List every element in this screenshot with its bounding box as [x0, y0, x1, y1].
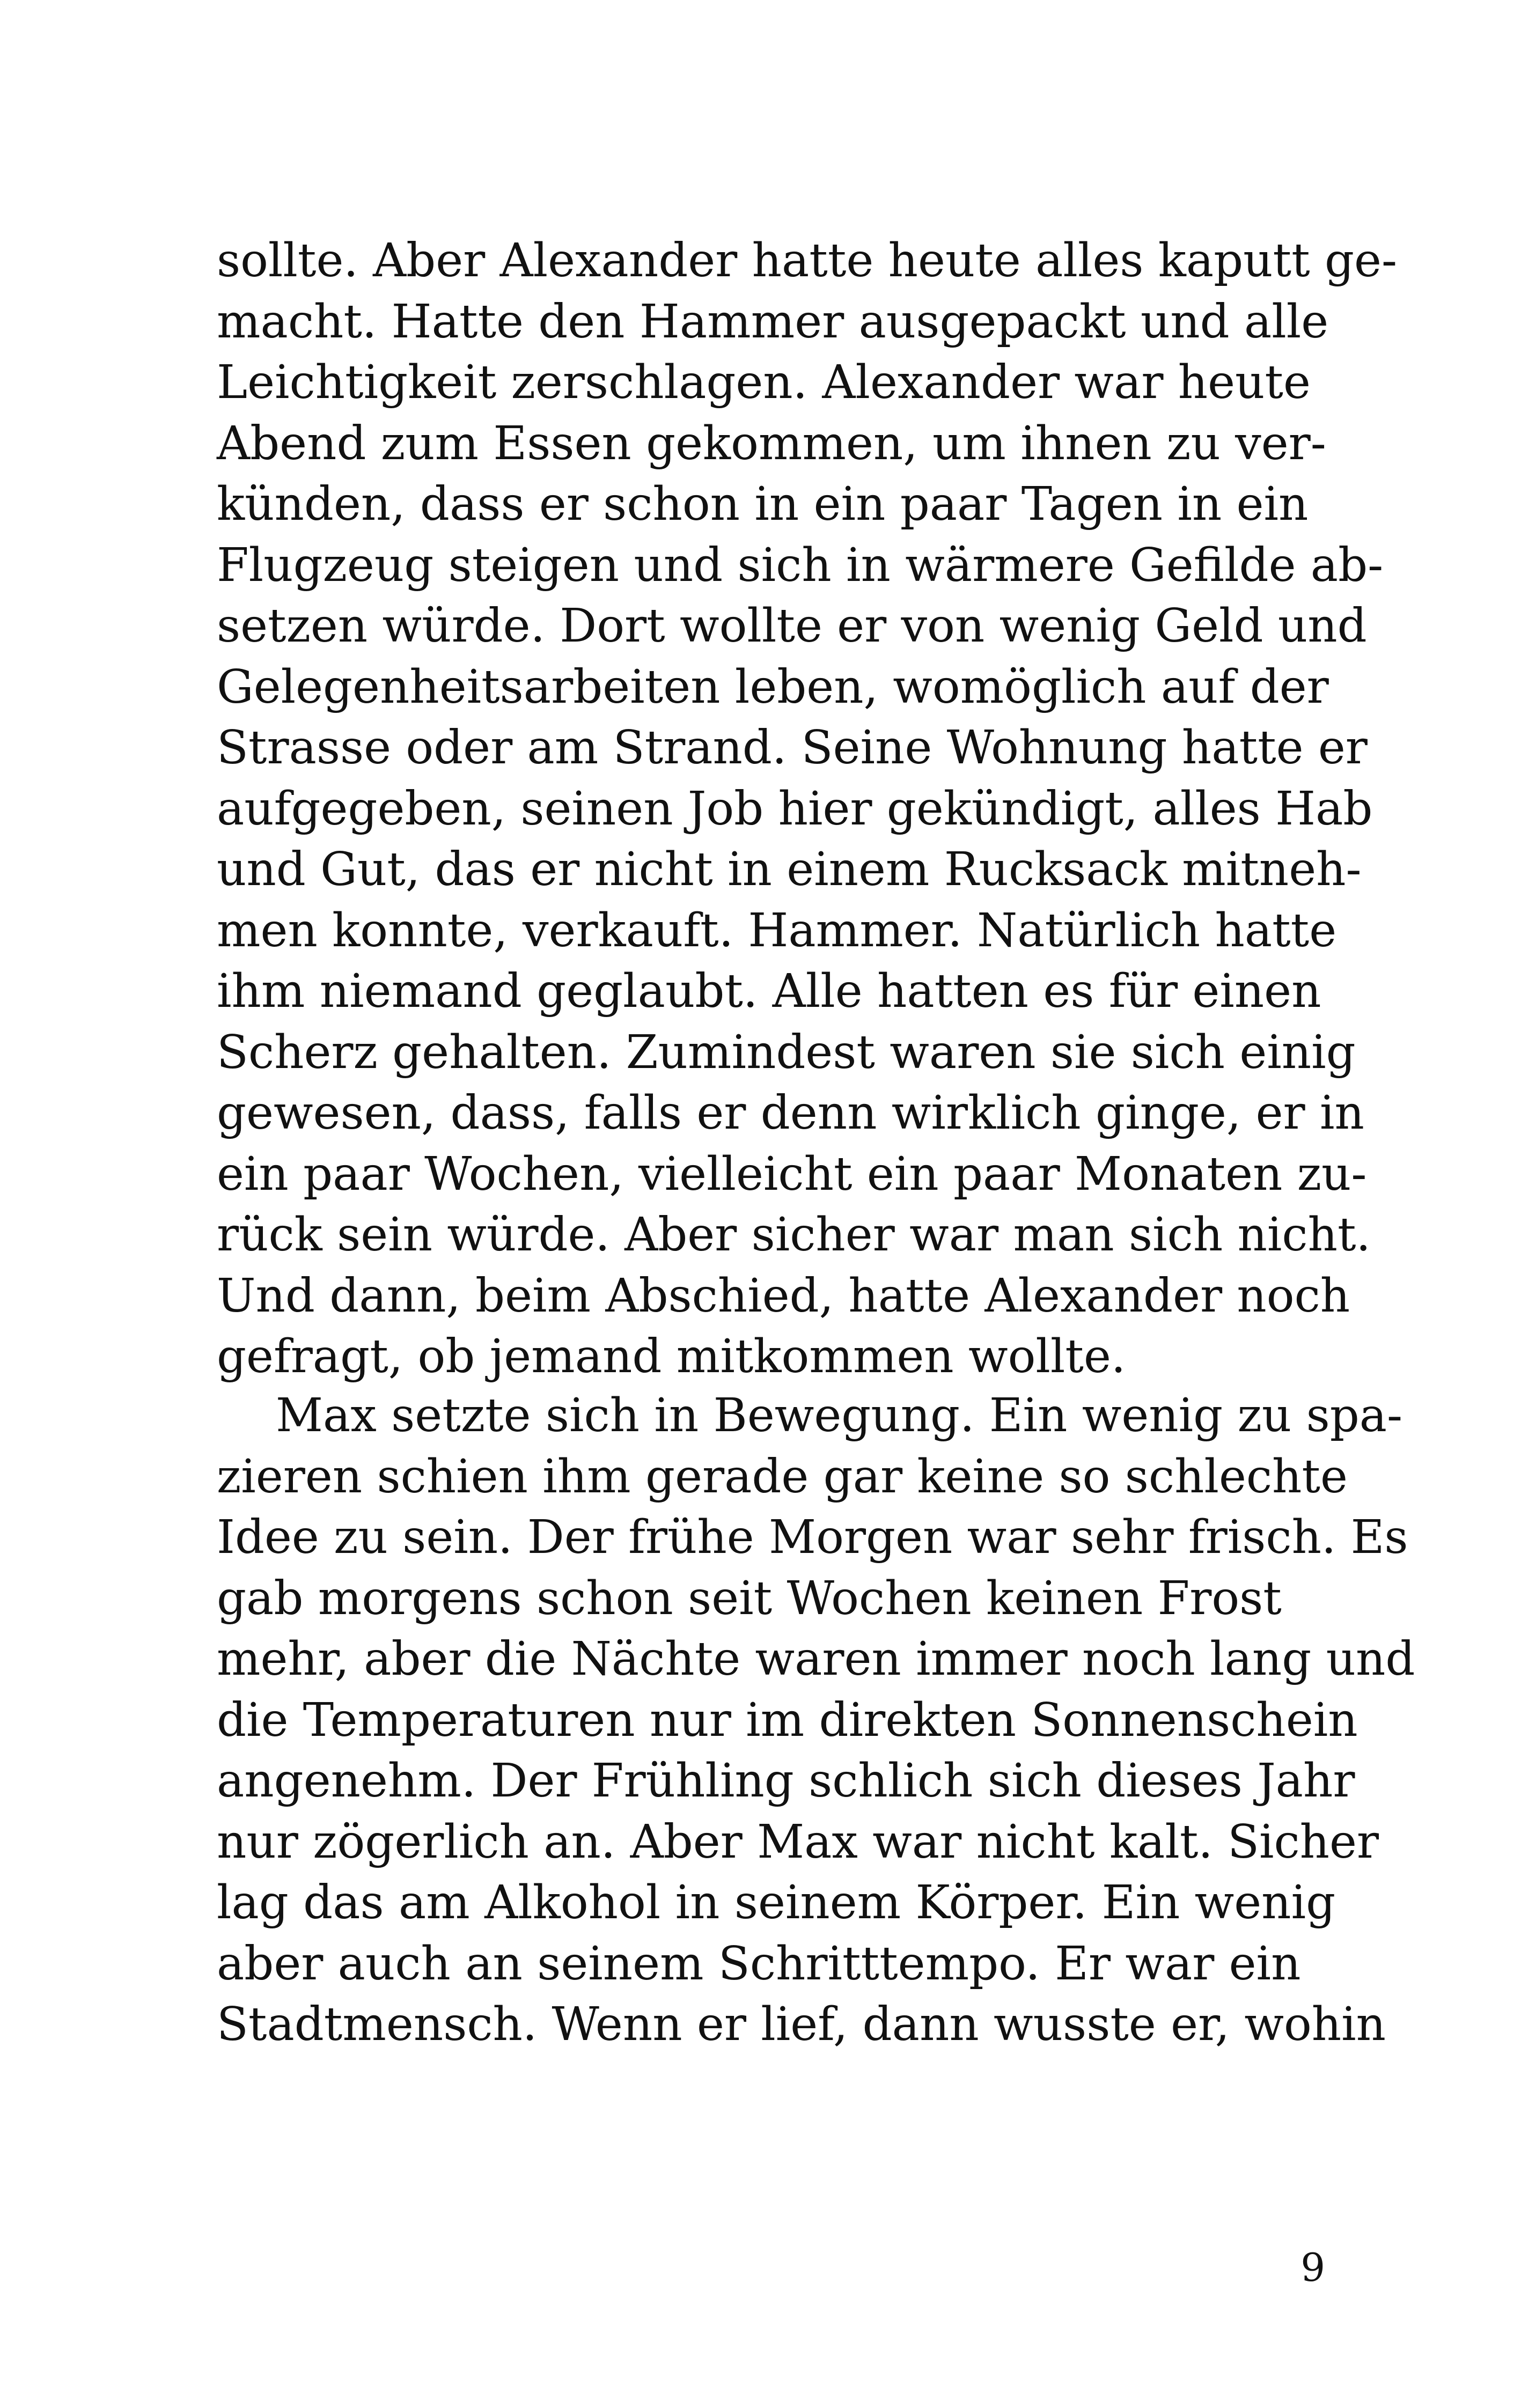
text-line: Abend zum Essen gekommen, um ihnen zu ver- [217, 416, 1326, 470]
text-line: men konnte, verkauft. Hammer. Natürlich hatte [217, 903, 1337, 958]
text-line: nur zögerlich an. Aber Max war nicht kalt. Sicher [217, 1815, 1379, 1869]
text-line: Leichtigkeit zerschlagen. Alexander war heute [217, 356, 1311, 409]
text-line: angenehm. Der Frühling schlich sich dieses Jahr [217, 1754, 1355, 1808]
text-line: gewesen, dass, falls er denn wirklich ginge, er in [217, 1086, 1364, 1140]
text-line: aber auch an seinem Schritttempo. Er war ein [217, 1936, 1301, 1991]
text-line: macht. Hatte den Hammer ausgepackt und alle [217, 294, 1329, 349]
text-line: Idee zu sein. Der frühe Morgen war sehr frisch. Es [217, 1511, 1408, 1564]
text-line: Max setzte sich in Bewegung. Ein wenig zu spa- [276, 1389, 1403, 1442]
text-line: künden, dass er schon in ein paar Tagen in ein [217, 477, 1309, 531]
text-line: ein paar Wochen, vielleicht ein paar Monaten zu- [217, 1147, 1367, 1201]
text-line: Flugzeug steigen und sich in wärmere Gefilde ab- [217, 538, 1384, 592]
text-line: und Gut, das er nicht in einem Rucksack mitneh- [217, 843, 1362, 896]
text-line: Stadtmensch. Wenn er lief, dann wusste er, wohin [217, 1998, 1386, 2051]
text-line: aufgegeben, seinen Job hier gekündigt, alles Hab [217, 782, 1373, 836]
paragraph-2 [217, 1386, 1415, 2056]
text-line: Strasse oder am Strand. Seine Wohnung hatte er [217, 721, 1368, 775]
text-line: gab morgens schon seit Wochen keinen Frost [217, 1571, 1282, 1625]
text-line: rück sein würde. Aber sicher war man sich nicht. [217, 1208, 1371, 1262]
page-number: 9 [1300, 2245, 1325, 2290]
paragraph-1 [217, 231, 1398, 1388]
text-line: Und dann, beim Abschied, hatte Alexander noch [217, 1269, 1350, 1323]
text-line: lag das am Alkohol in seinem Körper. Ein wenig [217, 1876, 1336, 1930]
text-line: die Temperaturen nur im direkten Sonnenschein [217, 1693, 1358, 1747]
text-line: ihm niemand geglaubt. Alle hatten es für einen [217, 964, 1321, 1018]
text-line: setzen würde. Dort wollte er von wenig Geld und [217, 599, 1367, 653]
text-line: gefragt, ob jemand mitkommen wollte. [217, 1330, 1126, 1383]
text-line: sollte. Aber Alexander hatte heute alles kaputt ge- [217, 234, 1398, 288]
text-line: Scherz gehalten. Zumindest waren sie sich einig [217, 1025, 1356, 1079]
text-line: mehr, aber die Nächte waren immer noch lang und [217, 1632, 1415, 1686]
text-line: zieren schien ihm gerade gar keine so schlechte [217, 1449, 1348, 1504]
text-line: Gelegenheitsarbeiten leben, womöglich auf der [217, 660, 1329, 714]
